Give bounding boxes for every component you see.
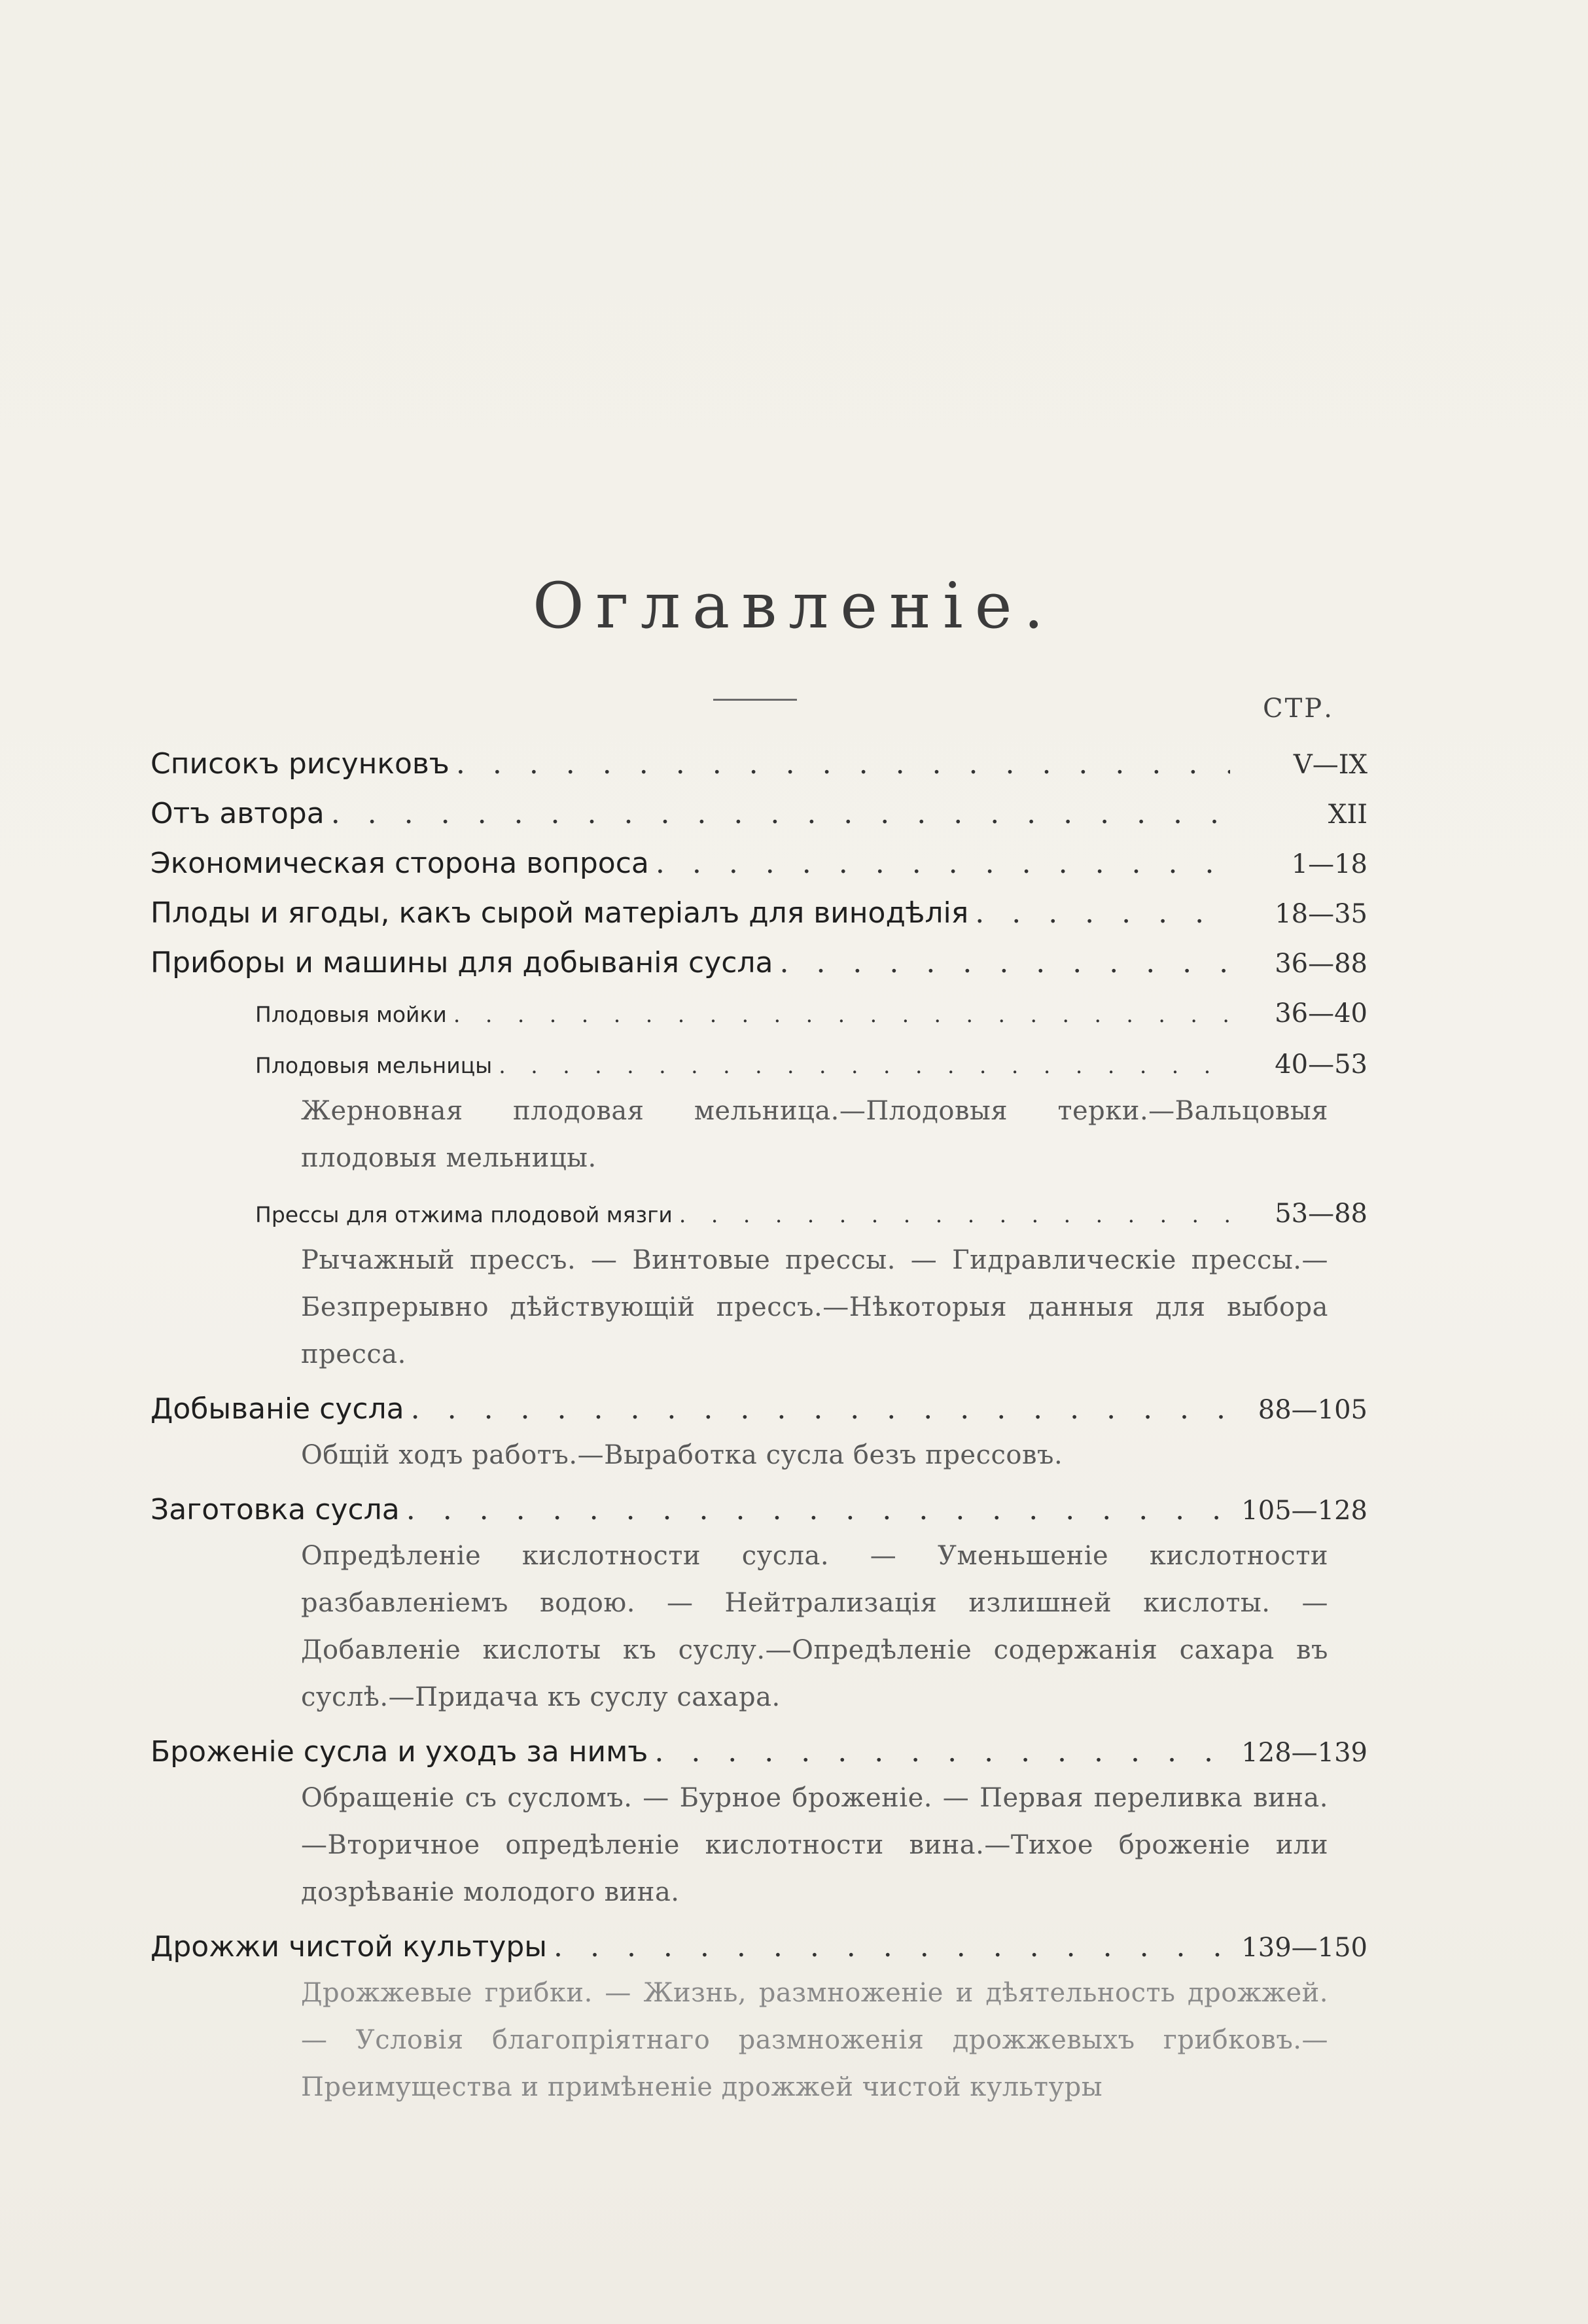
toc-subentry	[150, 1188, 1367, 1239]
dot-leader	[406, 1485, 1230, 1535]
toc-description: Рычажный прессъ. — Винтовые прессы. — Гидравлическіе прессы.—Безпрерывно дѣйствующій прессъ.—Нѣкоторыя данныя для выбора пресса.	[301, 1245, 1328, 1369]
toc-subentry	[150, 1039, 1367, 1090]
toc-description: Общій ходъ работъ.—Выработка сусла безъ прессовъ.	[301, 1440, 1063, 1470]
title-divider	[713, 699, 797, 701]
toc-entry-pages: 53—88	[1275, 1199, 1367, 1229]
page-title: Оглавленіе.	[532, 569, 1056, 643]
toc-entry-label: Приборы и машины для добыванія сусла	[150, 946, 773, 979]
dot-leader	[499, 1040, 1230, 1091]
dot-leader	[679, 1189, 1230, 1241]
toc-entry-label: Броженіе сусла и уходъ за нимъ	[150, 1735, 648, 1769]
toc-entry-label: Плодовыя мойки	[255, 1002, 447, 1027]
toc-entry	[150, 1727, 1367, 1777]
toc-entry-label: Экономическая сторона вопроса	[150, 847, 649, 880]
page-column-label: СТР.	[1263, 694, 1334, 724]
dot-leader	[411, 1384, 1230, 1434]
toc-entry-pages: 36—88	[1275, 949, 1367, 979]
toc-description: Обращеніе съ сусломъ. — Бурное броженіе. — Первая переливка вина.—Вторичное опредѣленіе кислотности вина.—Тихое броженіе или дозрѣваніе молодого вина.	[301, 1783, 1328, 1907]
dot-leader	[331, 789, 1230, 839]
dot-leader	[975, 889, 1230, 938]
toc-description: Жерновная плодовая мельница.—Плодовыя терки.—Вальцовыя плодовыя мельницы.	[301, 1096, 1328, 1173]
dot-leader	[656, 839, 1230, 889]
toc-entry-pages: 18—35	[1275, 899, 1367, 929]
toc-entry-label: Прессы для отжима плодовой мязги	[255, 1202, 673, 1227]
toc-entry-pages: XII	[1328, 800, 1367, 830]
toc-entry-label: Заготовка сусла	[150, 1493, 400, 1526]
toc-description: Дрожжевые грибки. — Жизнь, размноженіе и дѣятельность дрожжей. — Условія благопріятнаго размноженія дрожжевыхъ грибковъ.—Преимущества и примѣненіе дрожжей чистой культуры	[301, 1978, 1328, 2102]
dot-leader	[456, 739, 1230, 789]
dot-leader	[654, 1727, 1230, 1777]
toc-entry	[150, 1922, 1367, 1972]
toc-entry-pages: 88—105	[1258, 1395, 1367, 1425]
toc-list	[150, 739, 1367, 2117]
toc-description: Опредѣленіе кислотности сусла. — Уменьшеніе кислотности разбавленіемъ водою. — Нейтрализація излишней кислоты. — Добавленіе кислоты къ суслу.—Опредѣленіе содержанія сахара въ суслѣ.—Придача къ суслу сахара.	[301, 1541, 1328, 1712]
toc-entry	[150, 789, 1367, 839]
dot-leader	[779, 938, 1230, 988]
toc-entry	[150, 1384, 1367, 1434]
toc-entry	[150, 839, 1367, 889]
toc-entry-pages: 105—128	[1241, 1496, 1367, 1526]
toc-entry-pages: V—IX	[1293, 750, 1367, 780]
toc-subentry	[150, 988, 1367, 1039]
toc-entry-label: Добываніе сусла	[150, 1392, 404, 1426]
toc-entry-pages: 139—150	[1241, 1933, 1367, 1963]
toc-entry-pages: 1—18	[1291, 849, 1367, 879]
toc-entry-pages: 36—40	[1275, 998, 1367, 1029]
toc-entry-pages: 40—53	[1275, 1049, 1367, 1080]
toc-entry	[150, 739, 1367, 789]
toc-entry-label: Плодовыя мельницы	[255, 1053, 493, 1078]
toc-entry	[150, 1485, 1367, 1535]
toc-entry-label: Списокъ рисунковъ	[150, 747, 450, 781]
toc-entry-pages: 128—139	[1241, 1738, 1367, 1768]
toc-entry-label: Плоды и ягоды, какъ сырой матеріалъ для винодѣлія	[150, 896, 969, 930]
dot-leader	[453, 989, 1230, 1040]
toc-entry-label: Отъ автора	[150, 797, 325, 830]
toc-entry-label: Дрожжи чистой культуры	[150, 1930, 548, 1963]
toc-entry	[150, 889, 1367, 938]
dot-leader	[554, 1922, 1230, 1972]
toc-entry	[150, 938, 1367, 988]
